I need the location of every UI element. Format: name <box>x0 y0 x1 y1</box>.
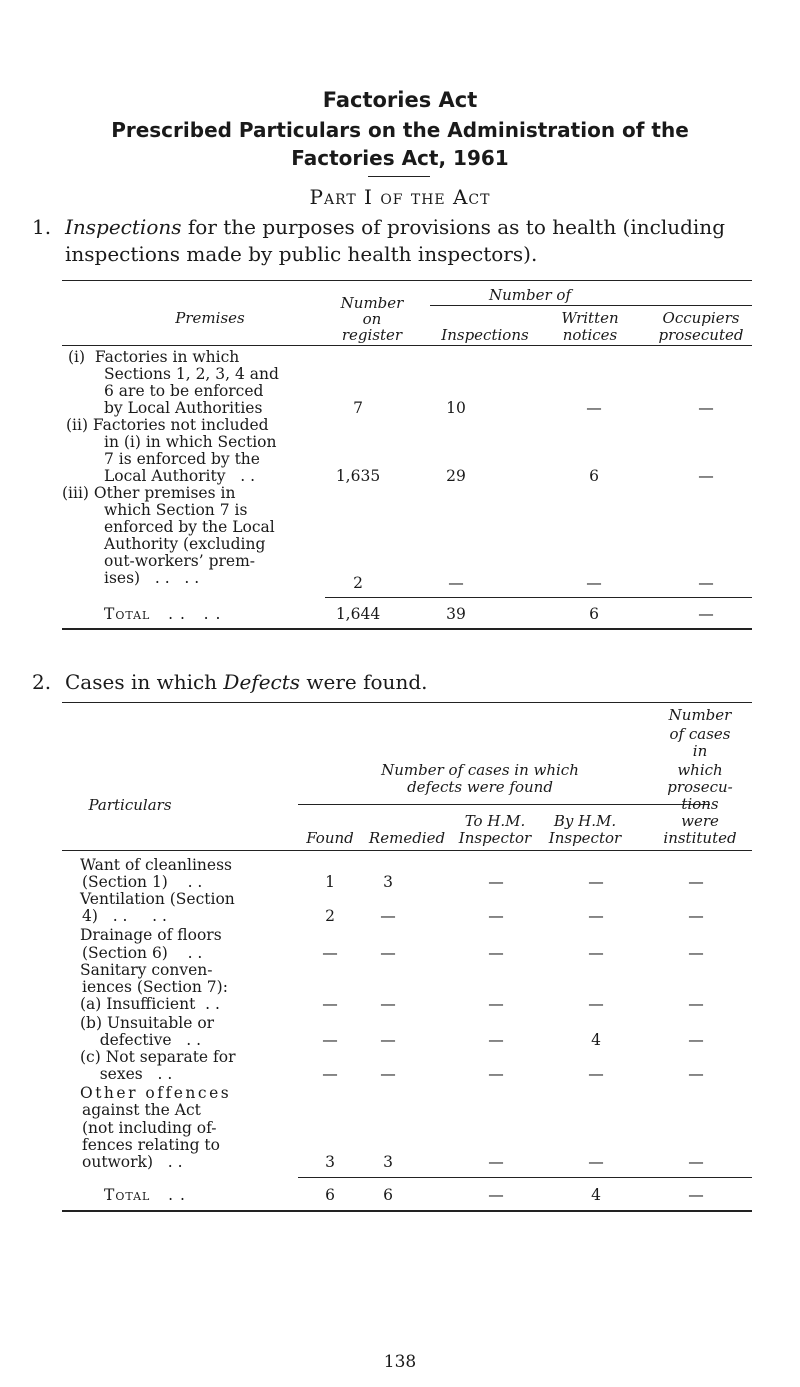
table2-subheader-rule <box>298 804 710 805</box>
subtitle-line-1: Prescribed Particulars on the Administration of the <box>111 118 689 142</box>
table2-subtotal-rule <box>298 1177 752 1178</box>
page-number: 138 <box>383 1352 417 1372</box>
table2-header-remedied: Remedied <box>368 829 446 847</box>
table1-top-rule <box>62 280 752 281</box>
heading-divider <box>368 176 430 177</box>
table1-header-rule <box>62 345 752 346</box>
table1-header-occupiers-2: prosecuted <box>658 326 744 344</box>
table1-header-occupiers-1: Occupiers <box>662 309 740 327</box>
section1-title-line2: inspections made by public health inspectors). <box>65 242 538 266</box>
table1-header-inspections: Inspections <box>441 326 529 344</box>
table2-header-found: Found <box>306 829 354 847</box>
part-heading: Part I of the Act <box>309 185 491 209</box>
page-title: Factories Act <box>322 88 478 112</box>
section1-number: 1. <box>32 215 52 239</box>
section1-title-line1: Inspections for the purposes of provisions as to health (including <box>65 215 725 239</box>
table2-header-rule <box>62 850 752 851</box>
table2-bottom-rule <box>62 1210 752 1212</box>
table1-header-number-2: on <box>362 310 382 328</box>
table2-header-number-of-cases: Number of cases in which <box>381 761 579 779</box>
table2-header-by-hm: By H.M. <box>553 812 617 830</box>
table2-header-prosecutions: Number <box>668 706 732 724</box>
table1-header-premises: Premises <box>175 309 245 327</box>
table1-bottom-rule <box>62 628 752 630</box>
section2-title: Cases in which Defects were found. <box>65 670 428 694</box>
table1-header-number-1: Number <box>340 294 404 312</box>
table2-header-to-hm: To H.M. <box>464 812 526 830</box>
section2-number: 2. <box>32 670 52 694</box>
table2-top-rule <box>62 702 752 703</box>
table1-header-number-3: register <box>341 326 403 344</box>
table1-header-written-1: Written <box>561 309 619 327</box>
subtitle-line-2: Factories Act, 1961 <box>291 146 509 170</box>
table2-header-particulars: Particulars <box>88 796 172 814</box>
table1-header-written-2: notices <box>562 326 618 344</box>
table1-header-number-of: Number of <box>488 286 571 304</box>
table1-subtotal-rule <box>325 597 752 598</box>
table1-number-of-rule <box>430 305 752 306</box>
